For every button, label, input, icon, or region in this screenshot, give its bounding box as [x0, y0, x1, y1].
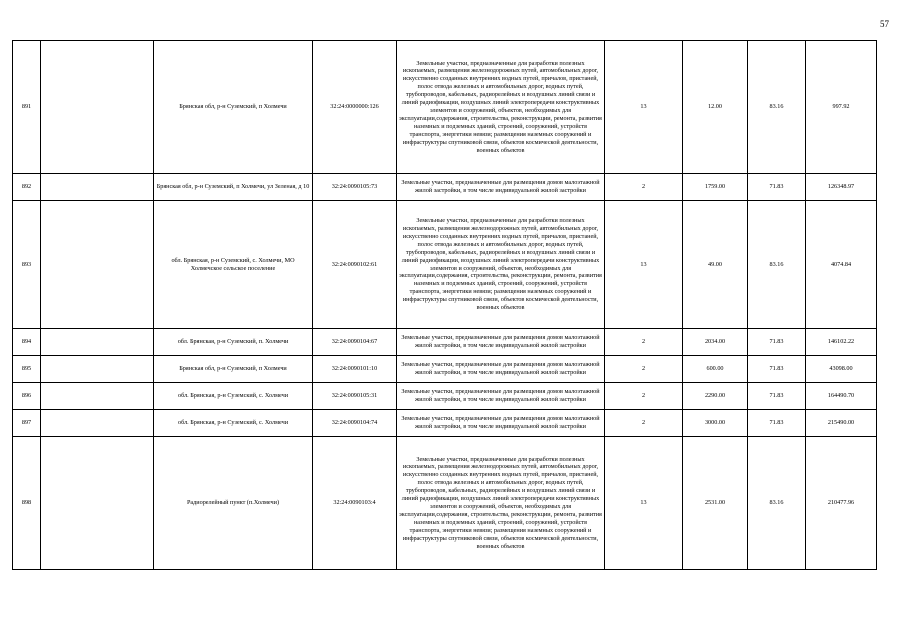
rate-cell: 71.83: [748, 383, 806, 410]
land-category-cell: Земельные участки, предназначенные для размещения домов малоэтажной жилой застройки, в том числе индивидуальной жилой застройки: [397, 383, 605, 410]
category-code-cell: 13: [605, 201, 683, 329]
cadastral-value-cell: 43098.00: [806, 356, 877, 383]
empty-cell: [41, 437, 154, 570]
page-number: 57: [880, 19, 889, 29]
rate-cell: 71.83: [748, 174, 806, 201]
area-cell: 49.00: [683, 201, 748, 329]
table-row: [13, 437, 877, 570]
address-cell: обл. Брянская, р-н Суземский, п. Холмечи: [154, 329, 313, 356]
cadastral-value-cell: 146102.22: [806, 329, 877, 356]
category-code-cell: 13: [605, 437, 683, 570]
empty-cell: [41, 356, 154, 383]
cadastral-number-cell: 32:24:0090105:31: [313, 383, 397, 410]
row-number: 892: [13, 174, 41, 201]
cadastral-value-cell: 997.92: [806, 41, 877, 174]
cadastral-number-cell: 32:24:0090101:10: [313, 356, 397, 383]
address-cell: обл. Брянская, р-н Суземский, с. Холмечи, МО Холмечское сельское поселение: [154, 201, 313, 329]
table-row: [13, 356, 877, 383]
category-code-cell: 2: [605, 174, 683, 201]
table-row: [13, 174, 877, 201]
rate-cell: 83.16: [748, 201, 806, 329]
cadastral-number-cell: 32:24:0090104:67: [313, 329, 397, 356]
empty-cell: [41, 174, 154, 201]
cadastral-value-cell: 215490.00: [806, 410, 877, 437]
empty-cell: [41, 201, 154, 329]
table-row: [13, 410, 877, 437]
land-category-cell: Земельные участки, предназначенные для размещения домов малоэтажной жилой застройки, в том числе индивидуальной жилой застройки: [397, 356, 605, 383]
category-code-cell: 2: [605, 356, 683, 383]
rate-cell: 83.16: [748, 437, 806, 570]
table-row: [13, 383, 877, 410]
row-number: 894: [13, 329, 41, 356]
land-category-cell: Земельные участки, предназначенные для размещения домов малоэтажной жилой застройки, в том числе индивидуальной жилой застройки: [397, 329, 605, 356]
land-category-cell: Земельные участки, предназначенные для разработки полезных ископаемых, размещения железнодорожных путей, автомобильных дорог, искусственно созданных внутренних водных путей, причалов, пристаней, полос отвода железных и автомобильных дорог, водных путей, трубопроводов, кабельных, радиорелейных и воздушных линий связи и линий радиофикации, воздушных линий электропередачи конструктивных элементов и сооружений, объектов, необходимых для эксплуатации,содержания, строительства, реконструкции, ремонта, развития наземных и подземных зданий, строений, сооружений, устройств транспорта, энергетики невязи; размещения наземных сооружений и инфраструктуры спутниковой связи, объектов космической деятельности, военных объектов: [397, 201, 605, 329]
table-row: [13, 41, 877, 174]
area-cell: 2290.00: [683, 383, 748, 410]
rate-cell: 71.83: [748, 329, 806, 356]
rate-cell: 71.83: [748, 356, 806, 383]
area-cell: 3000.00: [683, 410, 748, 437]
address-cell: Брянская обл, р-н Суземский, п Холмечи, ул Зеленая, д 10: [154, 174, 313, 201]
row-number: 891: [13, 41, 41, 174]
cadastral-value-cell: 164490.70: [806, 383, 877, 410]
cadastral-value-cell: 4074.84: [806, 201, 877, 329]
cadastral-value-cell: 126348.97: [806, 174, 877, 201]
table-row: [13, 329, 877, 356]
land-category-cell: Земельные участки, предназначенные для размещения домов малоэтажной жилой застройки, в том числе индивидуальной жилой застройки: [397, 410, 605, 437]
category-code-cell: 2: [605, 383, 683, 410]
address-cell: Радиорелейный пункт (п.Холмечи): [154, 437, 313, 570]
address-cell: Брянская обл, р-н Суземский, п Холмечи: [154, 41, 313, 174]
cadastral-value-cell: 210477.96: [806, 437, 877, 570]
row-number: 895: [13, 356, 41, 383]
cadastral-number-cell: 32:24:0000000:126: [313, 41, 397, 174]
category-code-cell: 2: [605, 410, 683, 437]
category-code-cell: 2: [605, 329, 683, 356]
empty-cell: [41, 329, 154, 356]
rate-cell: 71.83: [748, 410, 806, 437]
row-number: 896: [13, 383, 41, 410]
area-cell: 2034.00: [683, 329, 748, 356]
empty-cell: [41, 383, 154, 410]
address-cell: Брянская обл, р-н Суземский, п Холмечи: [154, 356, 313, 383]
area-cell: 12.00: [683, 41, 748, 174]
row-number: 893: [13, 201, 41, 329]
land-category-cell: Земельные участки, предназначенные для разработки полезных ископаемых, размещения железнодорожных путей, автомобильных дорог, искусственно созданных внутренних водных путей, причалов, пристаней, полос отвода железных и автомобильных дорог, водных путей, трубопроводов, кабельных, радиорелейных и воздушных линий связи и линий радиофикации, воздушных линий электропередачи конструктивных элементов и сооружений, объектов, необходимых для эксплуатации,содержания, строительства, реконструкции, ремонта, развития наземных и подземных зданий, строений, сооружений, устройств транспорта, энергетики невязи; размещения наземных сооружений и инфраструктуры спутниковой связи, объектов космической деятельности, военных объектов: [397, 41, 605, 174]
cadastral-number-cell: 32:24:0090103:4: [313, 437, 397, 570]
category-code-cell: 13: [605, 41, 683, 174]
address-cell: обл. Брянская, р-н Суземский, с. Холмечи: [154, 383, 313, 410]
area-cell: 600.00: [683, 356, 748, 383]
empty-cell: [41, 41, 154, 174]
area-cell: 1759.00: [683, 174, 748, 201]
cadastral-number-cell: 32:24:0090104:74: [313, 410, 397, 437]
land-category-cell: Земельные участки, предназначенные для размещения домов малоэтажной жилой застройки, в том числе индивидуальной жилой застройки: [397, 174, 605, 201]
row-number: 897: [13, 410, 41, 437]
cadastral-number-cell: 32:24:0090105:73: [313, 174, 397, 201]
table-row: [13, 201, 877, 329]
empty-cell: [41, 410, 154, 437]
address-cell: обл. Брянская, р-н Суземский, с. Холмечи: [154, 410, 313, 437]
land-parcel-table: [12, 40, 877, 570]
land-category-cell: Земельные участки, предназначенные для разработки полезных ископаемых, размещения железнодорожных путей, автомобильных дорог, искусственно созданных внутренних водных путей, причалов, пристаней, полос отвода железных и автомобильных дорог, водных путей, трубопроводов, кабельных, радиорелейных и воздушных линий связи и линий радиофикации, воздушных линий электропередачи конструктивных элементов и сооружений, объектов, необходимых для эксплуатации,содержания, строительства, реконструкции, ремонта, развития наземных и подземных зданий, строений, сооружений, устройств транспорта, энергетики невязи; размещения наземных сооружений и инфраструктуры спутниковой связи, объектов космической деятельности, военных объектов: [397, 437, 605, 570]
cadastral-number-cell: 32:24:0090102:61: [313, 201, 397, 329]
rate-cell: 83.16: [748, 41, 806, 174]
row-number: 898: [13, 437, 41, 570]
area-cell: 2531.00: [683, 437, 748, 570]
